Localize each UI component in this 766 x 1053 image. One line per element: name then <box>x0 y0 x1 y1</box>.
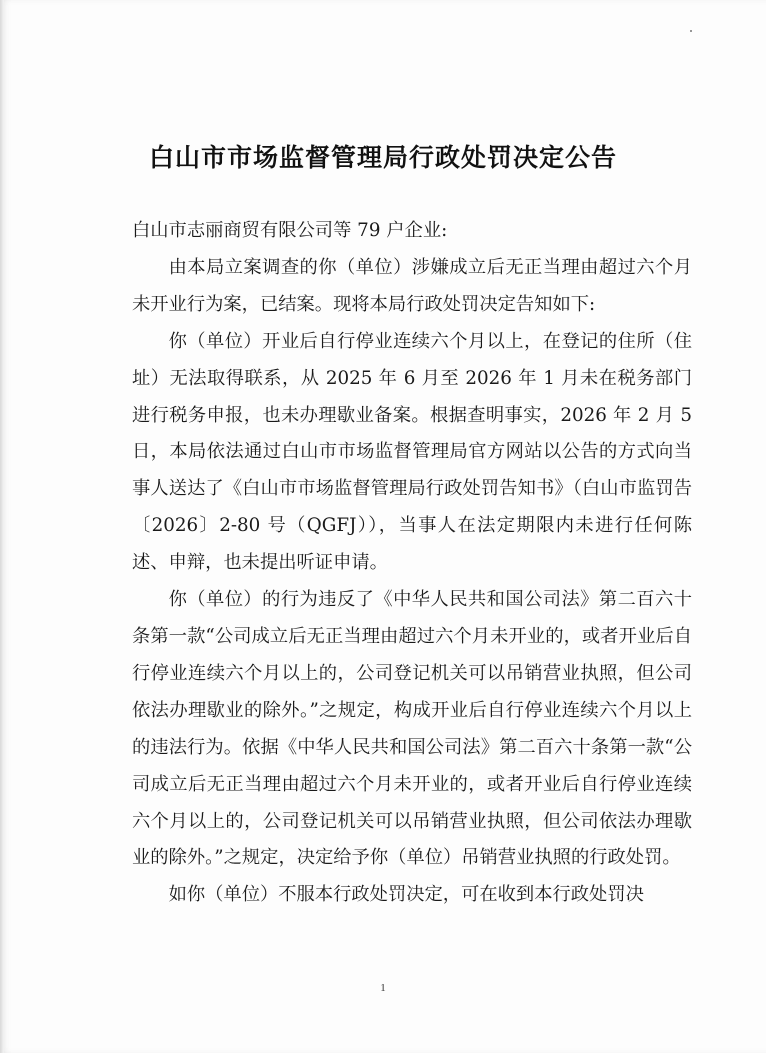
scan-speck <box>690 30 692 32</box>
paragraph-facts: 你（单位）开业后自行停业连续六个月以上，在登记的住所（住址）无法取得联系，从 2025 年 6 月至 2026 年 1 月未在税务部门进行税务申报，也未办理歇业备案。根据查明事实，2026 年 2 月 5 日，本局依法通过白山市市场监督管理局官方网站以公告的方式向当事人送达了《白山市市场监督管理局行政处罚告知书》（白山市监罚告〔2026〕2-80 号（QGFJ）），当事人在法定期限内未进行任何陈述、申辩，也未提出听证申请。 <box>132 330 692 574</box>
page-number: 1 <box>380 982 386 994</box>
paragraph-decision: 你（单位）的行为违反了《中华人民共和国公司法》第二百六十条第一款“公司成立后无正当理由超过六个月未开业的，或者开业后自行停业连续六个月以上的，公司登记机关可以吊销营业执照，但公司依法办理歇业的除外。”之规定，构成开业后自行停业连续六个月以上的违法行为。依据《中华人民共和国公司法》第二百六十条第一款“公司成立后无正当理由超过六个月未开业的，或者开业后自行停业连续六个月以上的，公司登记机关可以吊销营业执照，但公司依法办理歇业的除外。”之规定，决定给予你（单位）吊销营业执照的行政处罚。 <box>132 589 692 869</box>
document-title: 白山市市场监督管理局行政处罚决定公告 <box>148 143 617 172</box>
paragraph-intro: 由本局立案调查的你（单位）涉嫌成立后无正当理由超过六个月未开业行为案，已结案。现将本局行政处罚决定告知如下: <box>132 256 692 315</box>
addressee-line: 白山市志丽商贸有限公司等 79 户企业: <box>132 220 448 241</box>
document-body <box>132 213 692 914</box>
paragraph-appeal: 如你（单位）不服本行政处罚决定，可在收到本行政处罚决 <box>168 884 644 906</box>
